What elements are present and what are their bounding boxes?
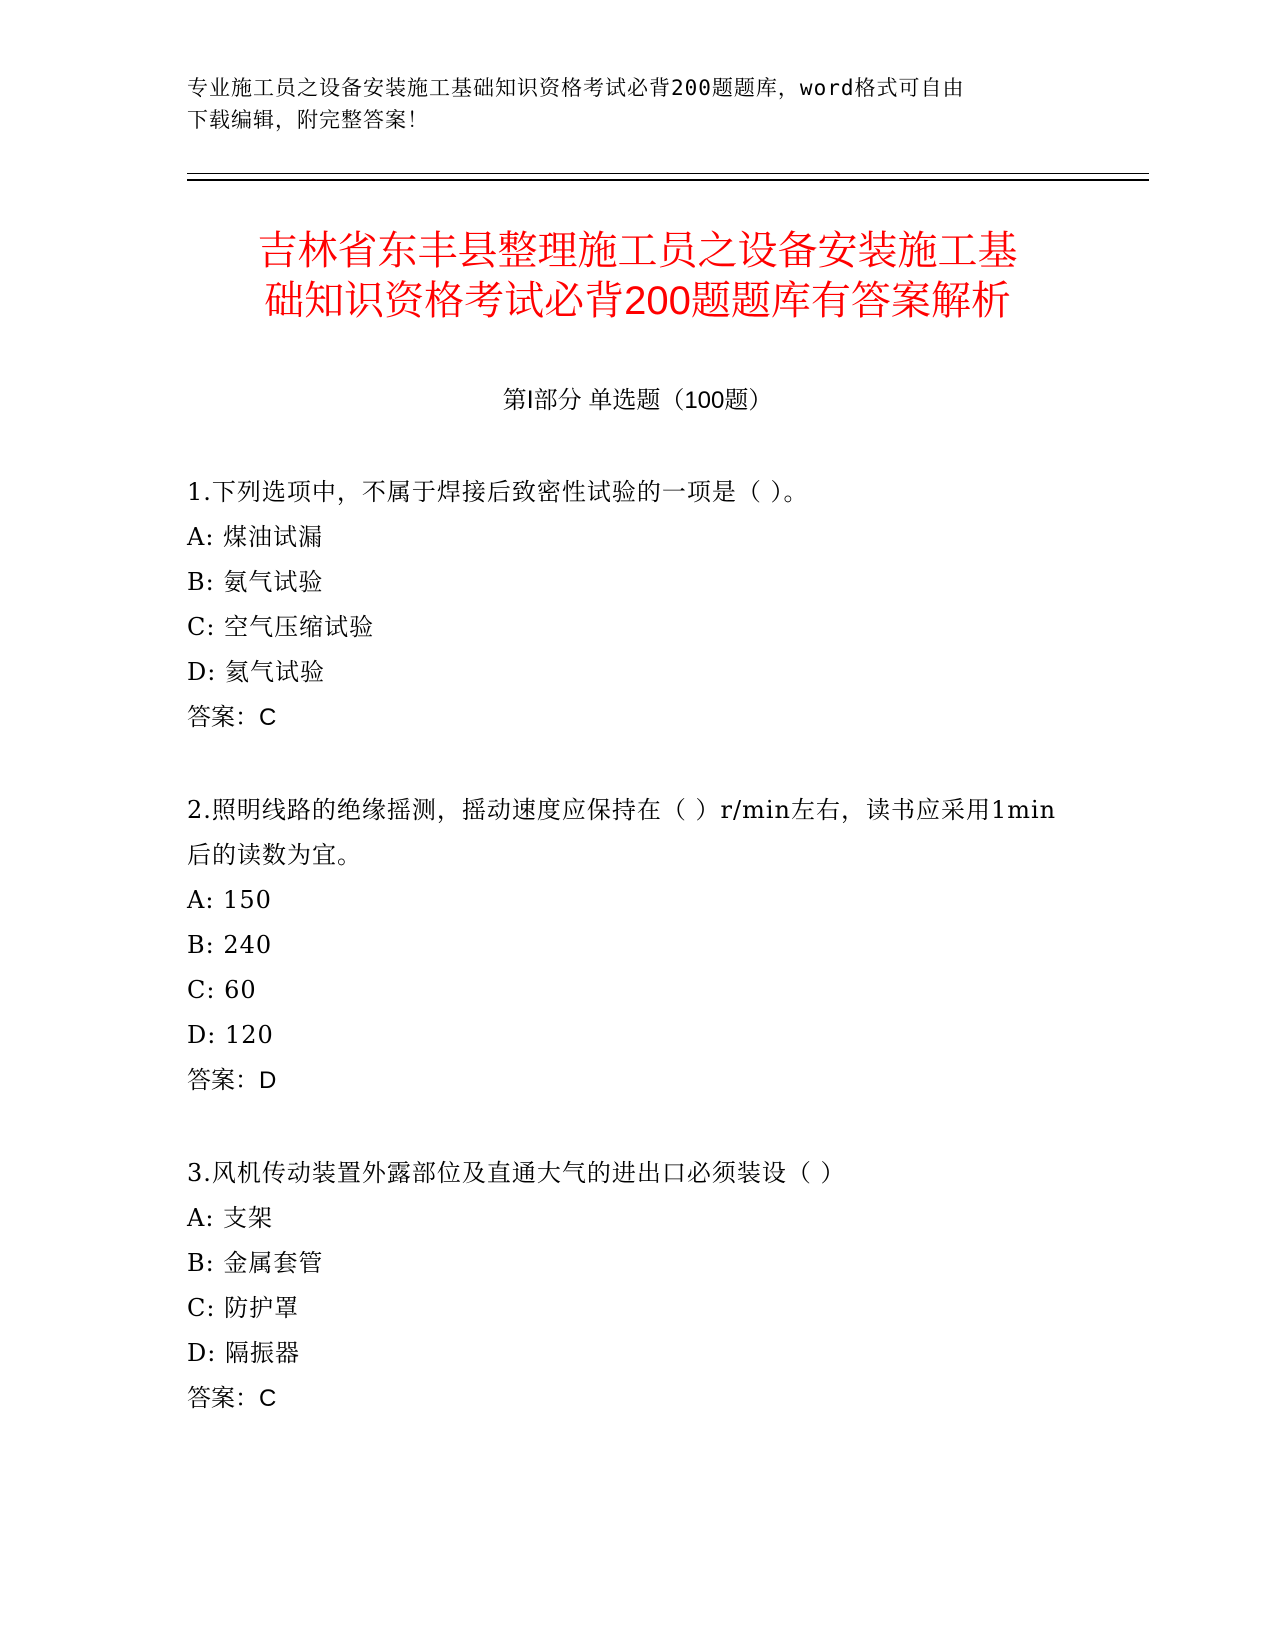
question-3 xyxy=(187,1151,1067,1421)
header-divider-thick xyxy=(187,179,1149,181)
document-title-line-1: 吉林省东丰县整理施工员之设备安装施工基 xyxy=(257,229,1018,273)
option-c: C: 空气压缩试验 xyxy=(187,613,375,641)
option-a: A: 150 xyxy=(187,886,272,914)
option-b: B: 240 xyxy=(187,931,273,959)
option-c: C: 60 xyxy=(187,976,257,1004)
question-stem: 3.风机传动装置外露部位及直通大气的进出口必须装设（ ） xyxy=(187,1159,846,1187)
header-note xyxy=(187,72,1067,136)
option-a: A: 支架 xyxy=(187,1204,274,1232)
option-d: D: 120 xyxy=(187,1021,274,1049)
answer: 答案：C xyxy=(187,1385,277,1412)
document-title-line-2: 础知识资格考试必背200题题库有答案解析 xyxy=(264,279,1011,323)
option-a: A: 煤油试漏 xyxy=(187,523,324,551)
answer: 答案：D xyxy=(187,1067,277,1094)
option-b: B: 氨气试验 xyxy=(187,568,324,596)
header-note-line-2: 下载编辑，附完整答案！ xyxy=(187,108,429,132)
header-note-line-1: 专业施工员之设备安装施工基础知识资格考试必背200题题库，word格式可自由 xyxy=(187,76,965,100)
answer: 答案：C xyxy=(187,704,277,731)
question-stem: 2.照明线路的绝缘摇测，摇动速度应保持在（ ）r/min左右，读书应采用1min后的读数为宜。 xyxy=(187,796,1057,869)
document-title xyxy=(180,226,1095,326)
option-d: D: 隔振器 xyxy=(187,1339,300,1367)
option-b: B: 金属套管 xyxy=(187,1249,324,1277)
question-1 xyxy=(187,470,1067,740)
header-divider-thin xyxy=(187,173,1149,174)
section-title: 第Ⅰ部分 单选题（100题） xyxy=(502,387,773,414)
question-stem: 1.下列选项中，不属于焊接后致密性试验的一项是（ ）。 xyxy=(187,478,809,506)
question-2 xyxy=(187,788,1067,1103)
option-c: C: 防护罩 xyxy=(187,1294,300,1322)
option-d: D: 氦气试验 xyxy=(187,658,325,686)
